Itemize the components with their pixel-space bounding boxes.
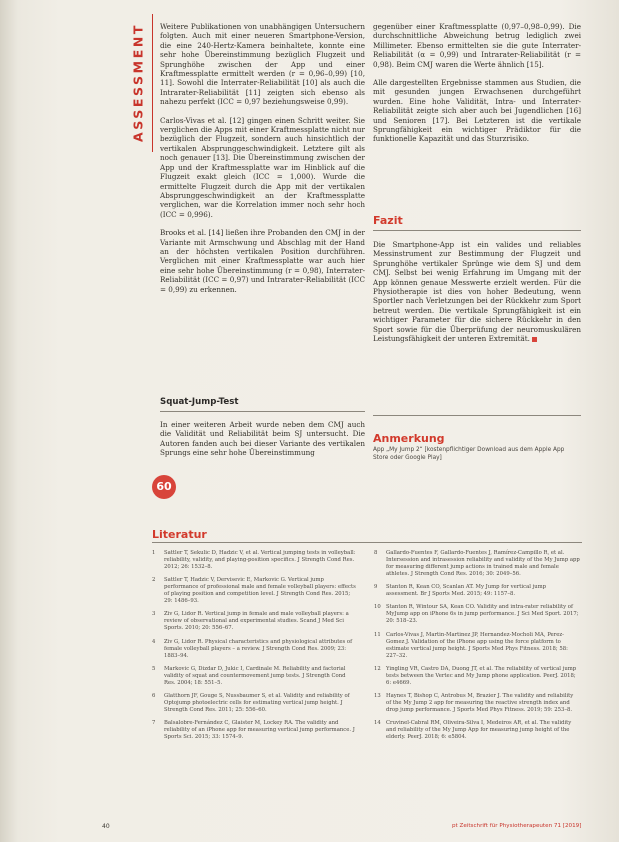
reference-list-right bbox=[374, 550, 580, 747]
reference-text: Cruvinel-Cabral RM, Oliveira-Silva I, Medeiros AR, et al. The validity and reliability of the My Jump App for measuring jump height of the elderly. PeerJ. 2018; 6: e5804. bbox=[386, 720, 572, 741]
reference-text: Balsalobre-Fernández C, Glaister M, Lockey RA. The validity and reliability of an iPhone app for measuring vertical jump performance. J Sports Sci. 2015; 33: 1574–9. bbox=[164, 720, 355, 741]
reference-text: Ziv G, Lidor R. Physical characteristics and physiological attributes of female volleyball players – a review. J Strength Cond Res. 2009; 23: 1883–94. bbox=[164, 638, 353, 659]
heading-anmerkung: Anmerkung bbox=[373, 432, 445, 445]
reference-item bbox=[152, 666, 358, 687]
reference-text: Ziv G, Lidor R. Vertical jump in female and male volleyball players: a review of observational and experimental studies. Scand J Med Sci Sports. 2010; 20: 556–67. bbox=[164, 611, 349, 632]
reference-item bbox=[374, 666, 580, 687]
fazit-paragraph: Die Smartphone-App ist ein valides und reliables Messinstrument zur Bestimmung der Flugzeit und Sprunghöhe vertikaler Sprünge wie dem SJ und dem CMJ. Selbst bei wenig Erfahrung im Umgang mit der App können genaue Messwerte erzielt werden. Für die Physiotherapie ist dies von hoher Bedeutung, wenn Sportler nach Verletzungen bei der Rückkehr zum Sport betreut werden. Die vertikale Sprungfähigkeit ist ein wichtiger Parameter für die sichere Rückkehr in den Sport sowie für die Überprüfung der neuromuskulären Leistungsfähigkeit der unteren Extremität. bbox=[373, 240, 581, 344]
paragraph: Alle dargestellten Ergebnisse stammen aus Studien, die mit gesunden jungen Erwachsenen durchgeführt wurden. Eine hohe Validität, Intra- und Interrater-Reliabilität zeigte sich aber auch bei Jugendlichen [16] und Senioren [17]. Bei Letzteren ist die vertikale Sprungfähigkeit ein wichtiger Prädiktor für die funktionelle Kapazität und das Sturzrisiko. bbox=[373, 78, 581, 144]
reference-item bbox=[152, 611, 358, 632]
reference-text: Gallardo-Fuentes F, Gallardo-Fuentes J, Ramírez-Campillo R, et al. Intersession and intrasession reliability and validity of the My Jump app for measuring different jump actions in trained male and female athletes. J Strength Cond Res. 2016; 30: 2049–56. bbox=[386, 550, 580, 577]
subheading-squat-jump: Squat-Jump-Test bbox=[160, 397, 239, 407]
reference-number: 11 bbox=[374, 631, 381, 638]
reference-item bbox=[374, 720, 580, 741]
reference-item bbox=[152, 639, 358, 660]
reference-number: 7 bbox=[152, 720, 156, 727]
reference-text: Yingling VR, Castro DA, Duong JT, et al. The reliability of vertical jump tests between the Vertec and My Jump phone application. PeerJ. 2018; 6: e4669. bbox=[386, 665, 577, 686]
heading-fazit: Fazit bbox=[373, 214, 403, 227]
divider bbox=[152, 542, 582, 543]
reference-number: 13 bbox=[374, 692, 381, 699]
reference-number: 8 bbox=[374, 550, 378, 556]
reference-number: 3 bbox=[152, 611, 156, 618]
reference-item bbox=[374, 693, 580, 714]
reference-item bbox=[152, 720, 358, 741]
reference-text: Stanton R, Wintour SA, Kean CO. Validity and intra-rater reliability of MyJump app on iPhone 6s in jump performance. J Sci Med Sport. 2017; 20: 518–23. bbox=[386, 604, 579, 625]
reference-item bbox=[374, 632, 580, 660]
reference-number: 5 bbox=[152, 665, 156, 672]
page-badge: 60 bbox=[152, 475, 176, 499]
end-square-icon bbox=[532, 337, 537, 342]
heading-literatur: Literatur bbox=[152, 528, 207, 541]
reference-item bbox=[374, 604, 580, 625]
reference-number: 12 bbox=[374, 665, 381, 672]
squat-paragraph: In einer weiteren Arbeit wurde neben dem CMJ auch die Validität und Reliabilität beim SJ untersucht. Die Autoren fanden auch bei dieser Variante des vertikalen Sprungs eine sehr hohe Übereinstimmung bbox=[160, 420, 365, 458]
journal-footer: pt Zeitschrift für Physiotherapeuten 71 [2019] bbox=[452, 823, 582, 829]
reference-text: Markovic G, Dizdar D, Jukic I, Cardinale M. Reliability and factorial validity of squat and countermovement jump tests. J Strength Cond Res. 2004; 18: 551–5. bbox=[164, 665, 346, 686]
reference-text: Stanton R, Kean CO, Scanlan AT. My Jump for vertical jump assessment. Br J Sports Med. 2015; 49: 1157–8. bbox=[386, 584, 547, 598]
reference-text: Haynes T, Bishop C, Antrobus M, Brazier J. The validity and reliability of the My Jump 2 app for measuring the reactive strength index and drop jump performance. J Sports Med Phys Fitness. 2019; 59: 253–8. bbox=[386, 692, 574, 713]
reference-number: 2 bbox=[152, 577, 156, 584]
reference-text: Sattler T, Hadzic V, Dervisevic E, Markovic G. Vertical jump performance of professional male and female volleyball players: effects of playing position and competition level. J Strength Cond Res. 2015; 29: 1486–93. bbox=[164, 577, 356, 605]
reference-number: 10 bbox=[374, 604, 381, 611]
paragraph: Brooks et al. [14] ließen ihre Probanden den CMJ in der Variante mit Armschwung und Abschlag mit der Hand an der höchsten vertikalen Position durchführen. Verglichen mit einer Kraftmessplatte war auch hier eine sehr hohe Übereinstimmung (r = 0,98), Interrater-Reliabilität (ICC = 0,97) und Intrarater-Reliabilität (ICC = 0,99) zu erkennen. bbox=[160, 228, 365, 294]
paragraph: Weitere Publikationen von unabhängigen Untersuchern folgten. Auch mit einer neueren Smartphone-Version, die eine 240-Hertz-Kamera beinhaltete, konnte eine sehr hohe Übereinstimmung bezüglich Flugzeit und Sprunghöhe zwischen der App und einer Kraftmessplatte ermittelt werden (r = 0,96–0,99) [10, 11]. Sowohl die Interrater-Reliabilität [10] als auch die Intrarater-Reliabilität [11] zeigten sich ebenso als nahezu perfekt (ICC = 0,97 beziehungsweise 0,99). bbox=[160, 22, 365, 107]
reference-number: 14 bbox=[374, 720, 381, 727]
reference-item bbox=[374, 550, 580, 578]
reference-number: 1 bbox=[152, 550, 156, 556]
right-column bbox=[373, 22, 581, 153]
divider bbox=[373, 415, 581, 416]
left-column bbox=[160, 22, 365, 303]
reference-text: Sattler T, Sekulic D, Hadzic V, et al. Vertical jumping tests in volleyball: reliability, validity, and playing-position specifics. J Strength Cond Res. 2012; 26: 1532–8. bbox=[164, 550, 356, 570]
section-tag: ASSESSMENT bbox=[130, 22, 146, 143]
section-rule bbox=[152, 14, 153, 152]
reference-item bbox=[374, 584, 580, 598]
reference-number: 4 bbox=[152, 638, 156, 645]
reference-number: 6 bbox=[152, 692, 156, 699]
paragraph: Carlos-Vivas et al. [12] gingen einen Schritt weiter. Sie verglichen die Apps mit einer Kraftmessplatte nicht nur bezüglich der Flugzeit, sondern auch hinsichtlich der vertikalen Absprunggeschwindigkeit. Letztere gilt als noch genauer [13]. Die Übereinstimmung zwischen der App und der Kraftmessplatte war im Hinblick auf die Flugzeit exakt gleich (ICC = 1,000). Wurde die ermittelte Flugzeit durch die App mit der vertikalen Absprunggeschwindigkeit an der Kraftmessplatte verglichen, war die Korrelation immer noch sehr hoch (ICC = 0,996). bbox=[160, 115, 365, 219]
reference-item bbox=[152, 577, 358, 605]
reference-list-left bbox=[152, 550, 358, 747]
anmerkung-text: App „My Jump 2“ [kostenpflichtiger Download aus dem Apple App Store oder Google Play] bbox=[373, 447, 565, 461]
reference-item bbox=[152, 693, 358, 714]
divider bbox=[160, 411, 365, 412]
paragraph: gegenüber einer Kraftmessplatte (0,97–0,98–0,99). Die durchschnittliche Abweichung betrug lediglich zwei Millimeter. Ebenso ermittelten sie die gute Interrater-Reliabilität (α = 0,99) und Intrarater-Reliabilität (r = 0,98). Beim CMJ waren die Werte ähnlich [15]. bbox=[373, 22, 581, 69]
reference-number: 9 bbox=[374, 584, 378, 591]
reference-text: Carlos-Vivas J, Martin-Martinez JP, Hernandez-Mocholi MA, Perez-Gomez J. Validation of the iPhone app using the force platform to estimate vertical jump height. J Sports Med Phys Fitness. 2018; 58: 227–32. bbox=[386, 631, 568, 659]
divider bbox=[373, 230, 581, 231]
reference-item bbox=[152, 550, 358, 571]
reference-text: Glatthorn JF, Gouge S, Nussbaumer S, et al. Validity and reliability of Optojump photoelectric cells for estimating vertical jump height. J Strength Cond Res. 2011; 25: 556–60. bbox=[164, 692, 350, 713]
page-number: 40 bbox=[102, 823, 110, 830]
